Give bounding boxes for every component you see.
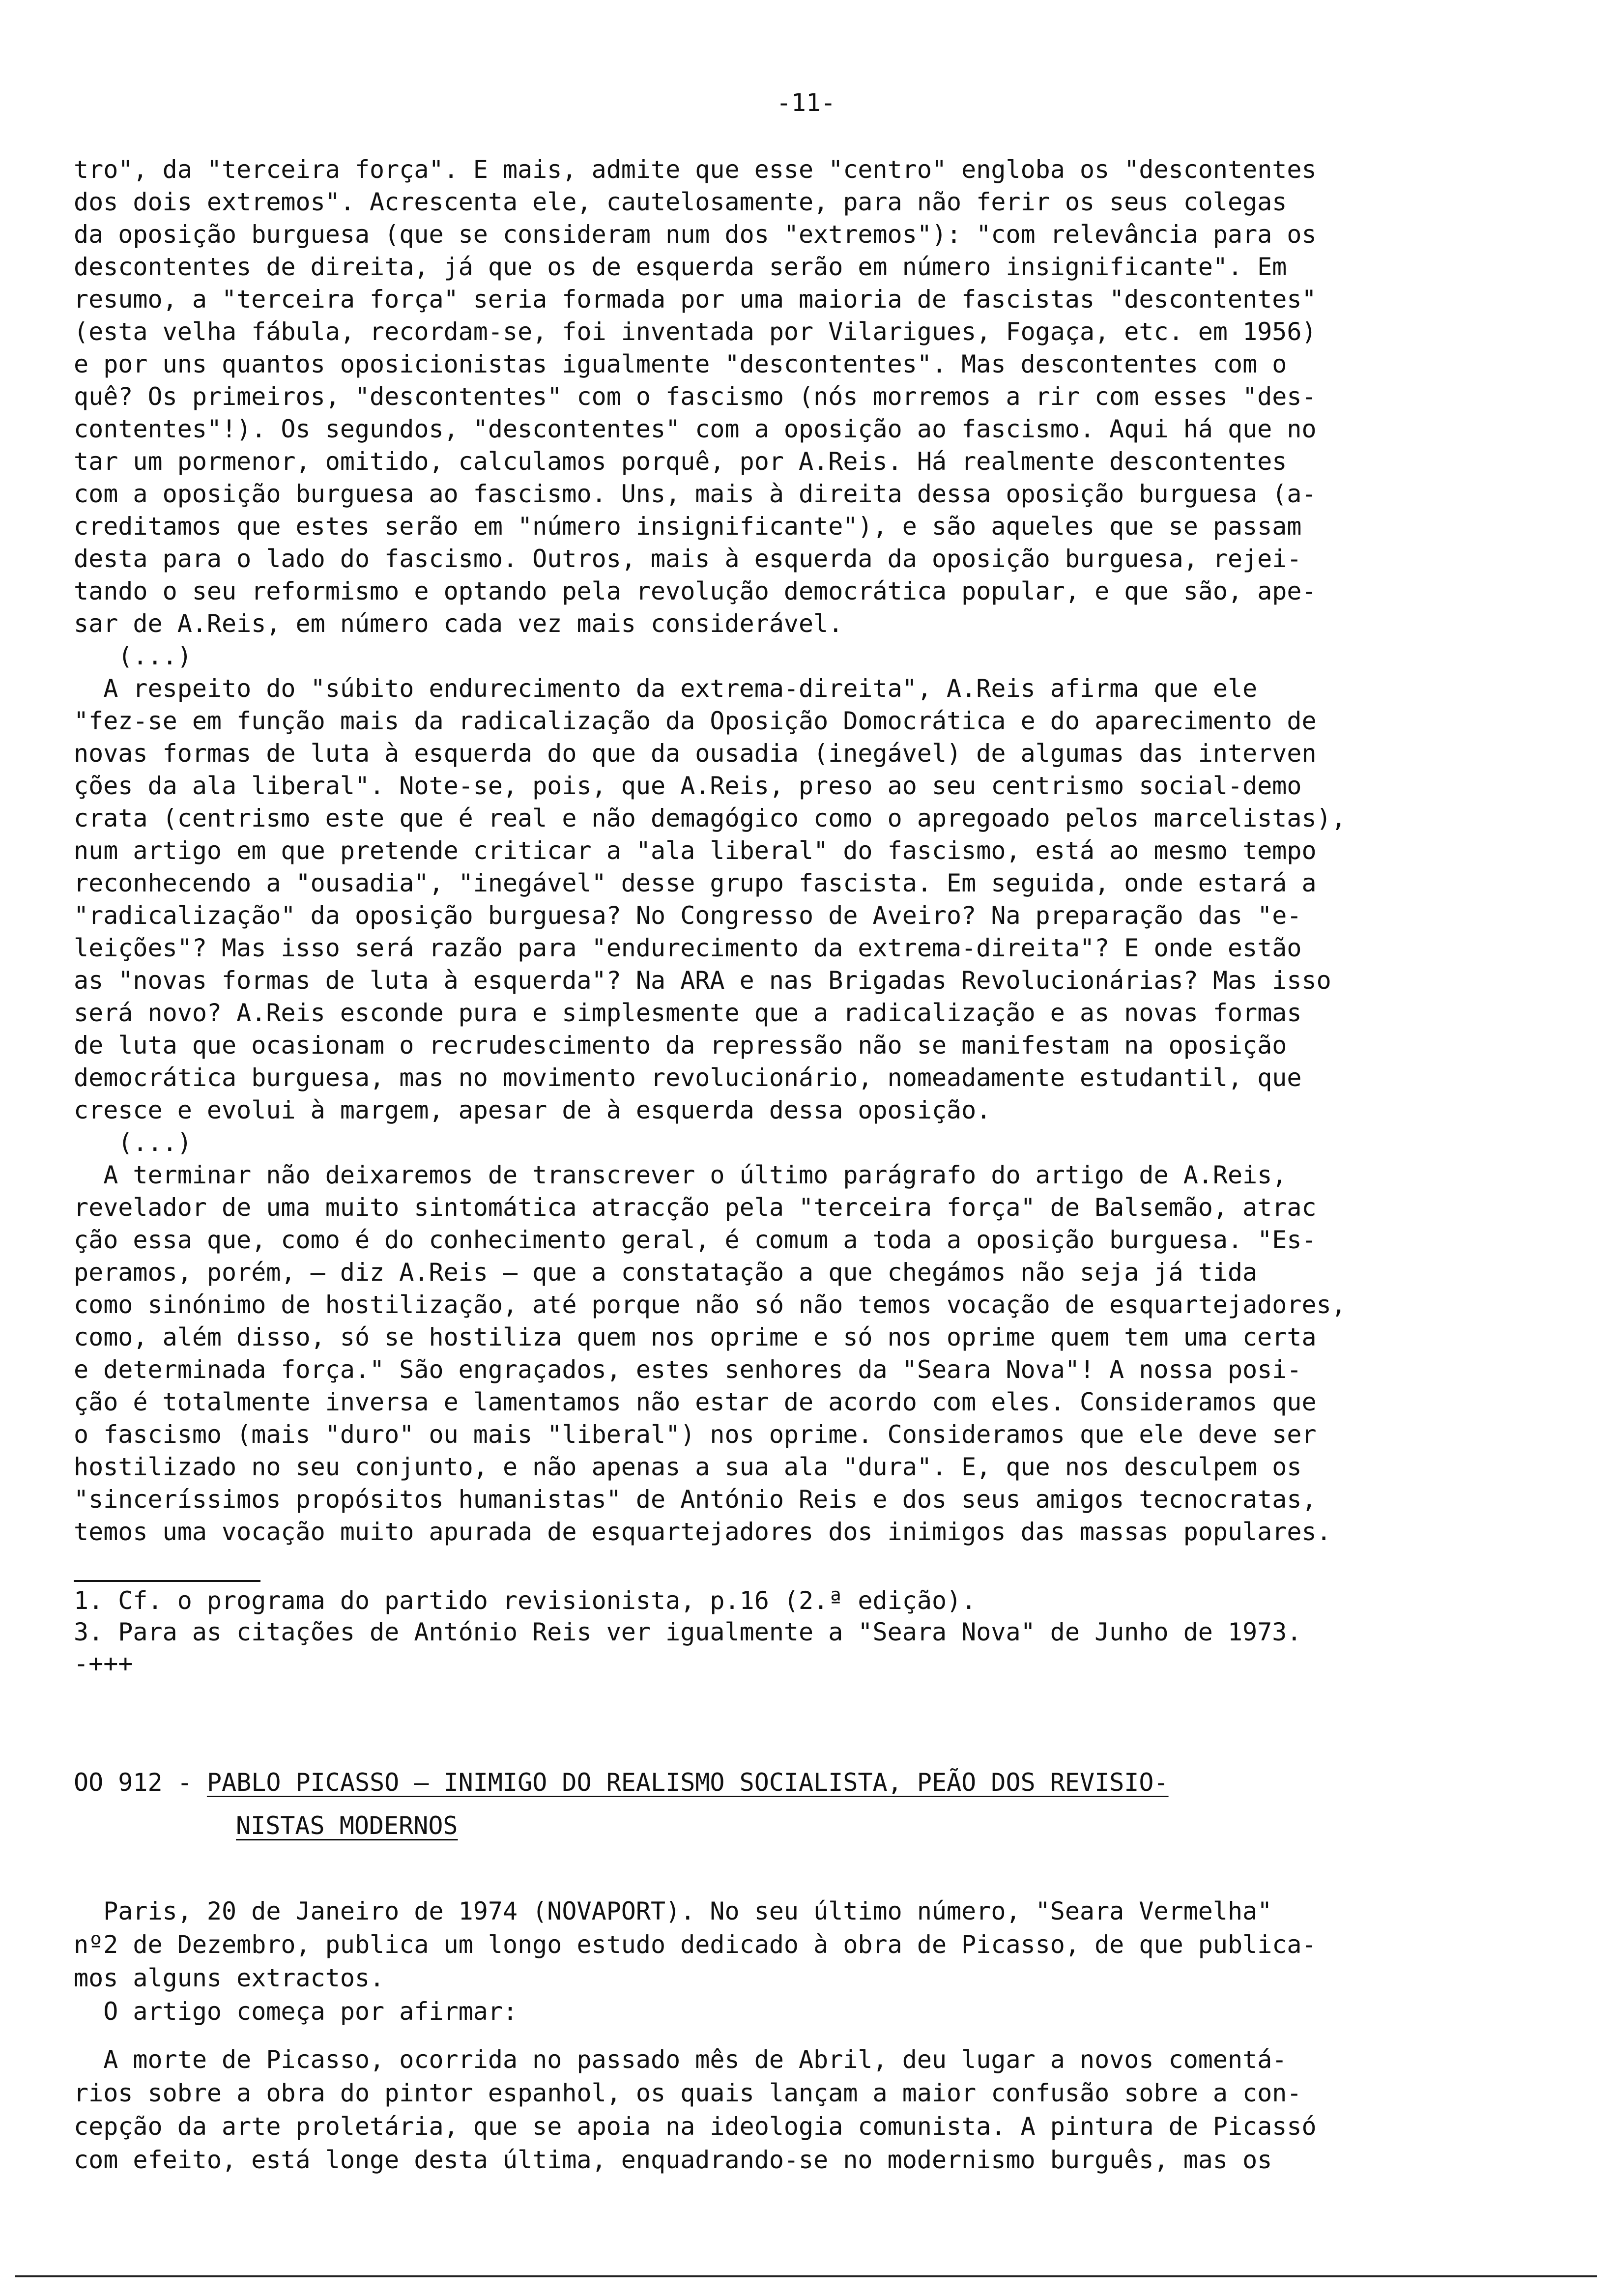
- quote-line: A morte de Picasso, ocorrida no passado mês de Abril, deu lugar a novos comentá-: [74, 2045, 1287, 2074]
- text-line: da oposição burguesa (que se consideram num dos "extremos"): "com relevância para os: [74, 220, 1317, 249]
- text-line: O artigo começa por afirmar:: [74, 1997, 518, 2026]
- text-line: creditamos que estes serão em "número insignificante"), e são aqueles que se passam: [74, 512, 1302, 541]
- footnote-end-mark: -+++: [74, 1649, 133, 1678]
- text-line: hostilizado no seu conjunto, e não apenas a sua ala "dura". E, que nos desculpem os: [74, 1453, 1302, 1481]
- text-line: ção essa que, como é do conhecimento geral, é comum a toda a oposição burguesa. "Es-: [74, 1226, 1317, 1254]
- text-line: nº2 de Dezembro, publica um longo estudo dedicado à obra de Picasso, de que publica-: [74, 1930, 1317, 1959]
- text-line: quê? Os primeiros, "descontentes" com o fascismo (nós morremos a rir com esses "des-: [74, 382, 1317, 411]
- text-line: tro", da "terceira força". E mais, admite que esse "centro" engloba os "descontentes: [74, 155, 1317, 184]
- text-line: ção é totalmente inversa e lamentamos não estar de acordo com eles. Consideramos que: [74, 1388, 1317, 1416]
- text-line: crata (centrismo este que é real e não demagógico como o apregoado pelos marcelistas),: [74, 804, 1346, 832]
- quote-line: cepção da arte proletária, que se apoia na ideologia comunista. A pintura de Picassó: [74, 2112, 1317, 2141]
- text-line: Paris, 20 de Janeiro de 1974 (NOVAPORT). No seu último número, "Seara Vermelha": [74, 1897, 1272, 1925]
- text-line: "fez-se em função mais da radicalização da Oposição Domocrática e do aparecimento de: [74, 707, 1317, 735]
- bottom-rule: [15, 2275, 1597, 2277]
- text-line: contentes"!). Os segundos, "descontentes" com a oposição ao fascismo. Aqui há que no: [74, 415, 1317, 443]
- text-line: como, além disso, só se hostiliza quem nos oprime e só nos oprime quem tem uma certa: [74, 1323, 1317, 1351]
- text-line: revelador de uma muito sintomática atracção pela "terceira força" de Balsemão, atrac: [74, 1193, 1317, 1222]
- text-line: (esta velha fábula, recordam-se, foi inventada por Vilarigues, Fogaça, etc. em 1956): [74, 317, 1317, 346]
- footnote: 1. Cf. o programa do partido revisionista, p.16 (2.ª edição).: [74, 1586, 977, 1615]
- text-line: com a oposição burguesa ao fascismo. Uns, mais à direita dessa oposição burguesa (a-: [74, 480, 1317, 508]
- text-line: temos uma vocação muito apurada de esquartejadores dos inimigos das massas populares.: [74, 1518, 1331, 1546]
- article-title-continued: NISTAS MODERNOS: [236, 1811, 458, 1840]
- text-line: e por uns quantos oposicionistas igualmente "descontentes". Mas descontentes com o: [74, 350, 1287, 378]
- text-line: A terminar não deixaremos de transcrever o último parágrafo do artigo de A.Reis,: [74, 1161, 1287, 1189]
- text-line: "radicalização" da oposição burguesa? No Congresso de Aveiro? Na preparação das "e-: [74, 901, 1302, 930]
- text-line: como sinónimo de hostilização, até porque não só não temos vocação de esquartejadores,: [74, 1291, 1346, 1319]
- page-number: -11-: [776, 88, 836, 117]
- footnote: 3. Para as citações de António Reis ver igualmente a "Seara Nova" de Junho de 1973.: [74, 1618, 1302, 1646]
- quote-line: com efeito, está longe desta última, enquadrando-se no modernismo burguês, mas os: [74, 2146, 1272, 2174]
- text-line: dos dois extremos". Acrescenta ele, cautelosamente, para não ferir os seus colegas: [74, 188, 1287, 216]
- text-line: descontentes de direita, já que os de esquerda serão em número insignificante". Em: [74, 253, 1287, 281]
- text-line: o fascismo (mais "duro" ou mais "liberal") nos oprime. Consideramos que ele deve ser: [74, 1420, 1317, 1449]
- text-line: tar um pormenor, omitido, calculamos porquê, por A.Reis. Há realmente descontentes: [74, 447, 1287, 476]
- text-line: tando o seu reformismo e optando pela revolução democrática popular, e que são, ape-: [74, 577, 1317, 605]
- text-line: será novo? A.Reis esconde pura e simplesmente que a radicalização e as novas formas: [74, 999, 1302, 1027]
- footnote-divider: [74, 1580, 260, 1582]
- text-line: A respeito do "súbito endurecimento da extrema-direita", A.Reis afirma que ele: [74, 674, 1258, 703]
- text-line: sar de A.Reis, em número cada vez mais considerável.: [74, 609, 843, 638]
- article-number: OO 912 -: [74, 1768, 207, 1797]
- article-heading: [74, 1767, 1573, 1841]
- article-title-line: [74, 1810, 1573, 1841]
- quote-line: rios sobre a obra do pintor espanhol, os quais lançam a maior confusão sobre a con-: [74, 2079, 1302, 2107]
- ellipsis: (...): [118, 642, 192, 670]
- article-body: [74, 1894, 1573, 2177]
- text-line: as "novas formas de luta à esquerda"? Na ARA e nas Brigadas Revolucionárias? Mas isso: [74, 966, 1331, 995]
- text-line: resumo, a "terceira força" seria formada por uma maioria de fascistas "descontentes": [74, 285, 1317, 314]
- text-line: novas formas de luta à esquerda do que da ousadia (inegável) de algumas das interven: [74, 739, 1317, 768]
- text-line: num artigo em que pretende criticar a "ala liberal" do fascismo, está ao mesmo tempo: [74, 836, 1317, 865]
- text-line: desta para o lado do fascismo. Outros, mais à esquerda da oposição burguesa, rejei-: [74, 545, 1302, 573]
- text-line: "sinceríssimos propósitos humanistas" de António Reis e dos seus amigos tecnocratas,: [74, 1485, 1317, 1514]
- body-text: [74, 153, 1573, 1548]
- text-line: peramos, porém, — diz A.Reis — que a constatação a que chegámos não seja já tida: [74, 1258, 1258, 1287]
- text-line: cresce e evolui à margem, apesar de à esquerda dessa oposição.: [74, 1096, 991, 1124]
- text-line: ções da ala liberal". Note-se, pois, que A.Reis, preso ao seu centrismo social-demo: [74, 772, 1302, 800]
- article-title: PABLO PICASSO — INIMIGO DO REALISMO SOCIALISTA, PEÃO DOS REVISIO-: [206, 1768, 1169, 1797]
- article-title-line: [74, 1767, 1573, 1798]
- text-line: leições"? Mas isso será razão para "endurecimento da extrema-direita"? E onde estão: [74, 934, 1302, 962]
- footnotes: [74, 1585, 1573, 1679]
- text-line: e determinada força." São engraçados, estes senhores da "Seara Nova"! A nossa posi-: [74, 1355, 1302, 1384]
- ellipsis: (...): [118, 1128, 192, 1157]
- text-line: mos alguns extractos.: [74, 1964, 385, 1992]
- text-line: reconhecendo a "ousadia", "inegável" desse grupo fascista. Em seguida, onde estará a: [74, 869, 1317, 897]
- text-line: de luta que ocasionam o recrudescimento da repressão não se manifestam na oposição: [74, 1031, 1287, 1060]
- text-line: democrática burguesa, mas no movimento revolucionário, nomeadamente estudantil, que: [74, 1063, 1302, 1092]
